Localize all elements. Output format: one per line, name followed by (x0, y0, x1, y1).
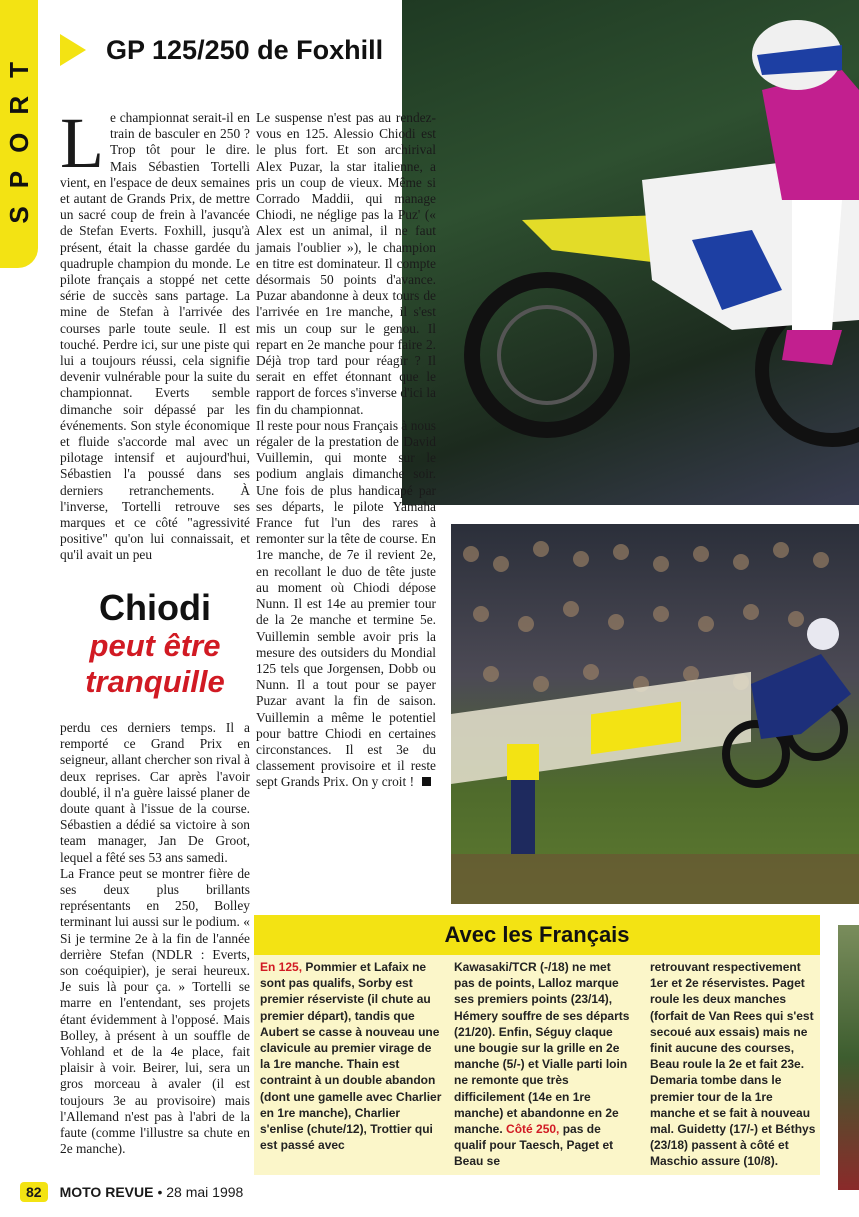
paragraph: La France peut se montrer fière de ses deux plus brillants représentants en 250, Bolley terminant lui aussi sur le podium. « Si je termine 2e à la fin de l'année derrière Stefan (NDLR : Everts, son coéquipier), je serai heureux. Je suis là pour ça. » Tortelli se marre en l'entendant, ses projets étant évidemment à l'opposé. Mais Bolley, à présent à un souffle de Vohland et de la 4e place, fait plaisir à voir. Beirer, lui, sera un gros morceau à avaler (il est toujours 3e au provisoire) mais l'Allemand n'est pas à l'abri de la faute (comme l'illustre sa chute en 2e manche). (60, 865, 250, 1157)
sidebar-box (254, 955, 820, 1175)
drop-cap: L (60, 103, 104, 183)
article-column-1 (60, 103, 250, 564)
end-mark-icon (422, 777, 431, 786)
page-footer (20, 1181, 243, 1203)
paragraph: Le suspense n'est pas au rendez-vous en 125. Alessio Chiodi est le plus fort. Et son archirival Alex Puzar, la star italienne, a pris un coup de vieux. Même si Corrado Maddii, qui manage Chiodi, ne néglige pas la Puz' (« Alex est un animal, il ne faut jamais l'oublier »), le champion en titre est dominateur. Il compte désormais 50 points d'avance. Puzar abandonne à deux tours de l'arrivée en 1re manche, il s'est mis un coup sur le genou. Il repart en 2e manche pour faire 2. Déjà trop tard pour réagir ? Il serait en effet étonnant que le rapport de forces s'inverse d'ici la fin du championnat. (256, 110, 436, 417)
article-column-2 (256, 110, 436, 791)
race-crowd-photo (451, 524, 859, 904)
paragraph: perdu ces derniers temps. Il a remporté ce Grand Prix en seigneur, allant chercher son rival à deux reprises. Car après l'avoir doublé, il n'a guère laissé planer de doute quant à l'issue de la course. Sébastien a dédié sa victoire à son team manager, Jan De Groot, lequel a fêté ses 53 ans samedi. (60, 720, 250, 865)
crowd-illustration (451, 524, 859, 904)
box-text: Kawasaki/TCR (-/18) ne met pas de points, Lalloz marque ses premiers points (23/14), Hémery souffre de ses départs (21/20). Enfin, Séguy claque une bougie sur la grille en 2e manche (5/-) et Vialle parti loin ne remonte que très difficilement (14e en 1re manche) et abandonne en 2e manche. (454, 960, 630, 1137)
article-column-1-continued (60, 720, 250, 1157)
box-text: pas de qualif pour Taesch, Paget et Beau se (454, 1122, 614, 1169)
article-title: GP 125/250 de Foxhill (106, 34, 384, 65)
paragraph-text: Il reste pour nous Français à nous régaler de la prestation de David Vuillemin, qui monte sur le podium anglais dimanche soir. Une fois de plus handicapé par ses départs, le pilote Yamaha France fut l'un des rares à remonter sur la tête de course. En 1re manche, de 7e il revient 2e, en recollant le duo de tête juste au moment où Chiodi dépose Nunn. Il est 14e au premier tour de la 2e manche et termine 5e. Vuillemin semble avoir pris la mesure des outsiders du Mondial 125 tels que Jorgensen, Dobb ou Nunn. Il a tout pour se payer Puzar avant la fin de saison. Vuillemin a même le potentiel pour battre Chiodi en certaines circonstances. Il est 3e du classement provisoire et il reste sept Grands Prix. On y croit ! (256, 417, 436, 790)
rider-illustration (402, 0, 859, 505)
box-column-1 (260, 959, 442, 1153)
box-column-3 (650, 959, 818, 1170)
sidebar-box-header (254, 915, 820, 955)
issue-date: • 28 mai 1998 (157, 1184, 244, 1200)
section-tab (0, 0, 38, 268)
arrow-icon (60, 34, 86, 66)
headline (60, 30, 383, 70)
section-tab-label: SPORT (3, 44, 34, 224)
pull-quote-line-2: peut être (89, 628, 221, 663)
pull-quote-line-3: tranquille (85, 664, 225, 699)
edge-photo (838, 925, 859, 1190)
box-column-2 (454, 959, 632, 1170)
pull-quote-line-1: Chiodi (99, 587, 211, 628)
box-text: retrouvant respectivement 1er et 2e réservistes. Paget roule les deux manches (forfait de Van Rees qui s'est secoué aux essais) mais ne finit aucune des courses, Beau roule la 2e et fait 23e. Demaria tombe dans le premier tour de la 1re manche et se fait à nouveau mal. Guidetty (17/-) et Béthys (23/18) passent à côté et Maschio assure (10/8). (650, 960, 816, 1169)
pull-quote (60, 588, 250, 700)
sidebar-box-title: Avec les Français (444, 922, 630, 947)
page-number: 82 (20, 1182, 48, 1202)
box-lead-250: Côté 250, (506, 1122, 560, 1137)
magazine-name: MOTO REVUE (59, 1184, 154, 1200)
paragraph: e championnat serait-il en train de basculer en 250 ? Trop tôt pour le dire. Mais Sébastien Tortelli vient, en l'espace de deux semaines et autant de Grands Prix, de mettre un sacré coup de frein à l'avancée de Stefan Everts. Foxhill, jusqu'à présent, était la chasse gardée du quadruple champion du monde. Le pilote français a stoppé net cette série de succès sans partage. La mine de Stefan à l'arrivée des courses parle toute seule. Il est touché. Perdre ici, sur une piste qui lui a toujours réussi, cela signifie devenir vulnérable pour la suite du championnat. Everts semble dimanche soir dépassé par les événements. Son style économique et fluide s'accorde mal avec un pilotage intensif et aujourd'hui, Sébastien l'a poussé dans ses derniers retranchements. À l'inverse, Tortelli retrouve ses marques et ce côté "agressivité positive" qu'on lui connaissait, et qu'il avait un peu (60, 110, 250, 563)
box-text: Pommier et Lafaix ne sont pas qualifs, Sorby est premier réserviste (il chute au premier départ), tandis que Aubert se casse à nouveau une clavicule au premier virage de la 1re manche. Thain est contraint à un double abandon (dont une gamelle avec Charlier en 1re manche), Charlier s'enlise (chute/12), Trottier qui est passé avec (260, 960, 442, 1153)
paragraph (256, 418, 436, 791)
box-lead-125: En 125, (260, 960, 303, 974)
motocross-rider-photo (402, 0, 859, 505)
